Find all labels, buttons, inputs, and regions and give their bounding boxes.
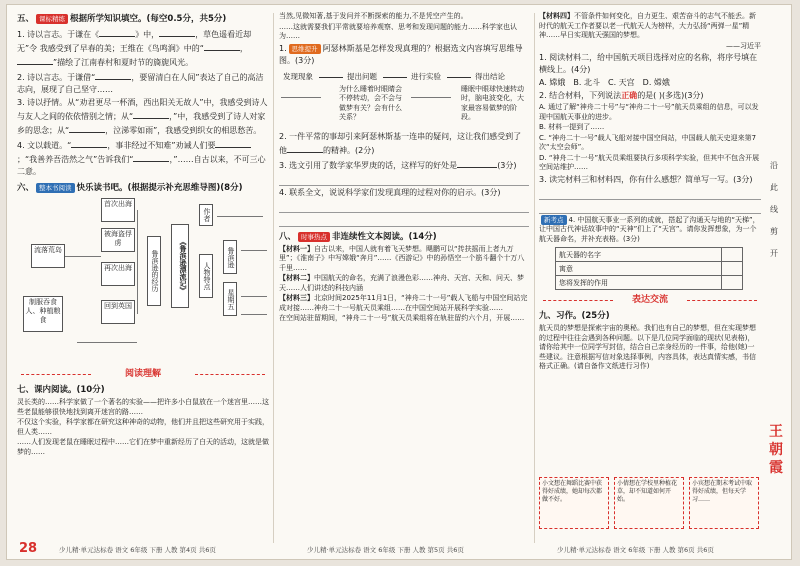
table-cell[interactable] bbox=[722, 262, 743, 276]
material-3: 【材料三】北京时间2025年11月1日，“神舟二十一号”载人飞船与中国空间站完成对接……神舟二十一号航天员乘组……在中国空间站开展科学实验…… bbox=[279, 294, 528, 312]
question-2: 2. 一件平常的事却引来阿瑟林斯基一连串的疑问，这让我们感受到了他 的精神。(2分) bbox=[279, 131, 522, 155]
tip-card: 小文想在舞蹈比赛中获得好成绩，她却每次都做不好。 bbox=[539, 477, 609, 529]
answer-line[interactable] bbox=[279, 200, 529, 213]
answer-line[interactable] bbox=[281, 97, 321, 98]
flow-step: 提出问题 bbox=[347, 71, 377, 81]
question-1: 1. 诗以言志。于谦在《 》中， ，草色遥看近却无”令 我感受到了早春的美；王维在《鸟鸣涧》中的“ ，”描绘了江南春村和夏时节的旖旎风光。 bbox=[17, 27, 269, 69]
mind-node: 流落荒岛 bbox=[31, 244, 65, 268]
answer-line[interactable] bbox=[279, 173, 529, 186]
writing-prompt: 航天员的梦想是探索宇宙的奥秘。我们也有自己的梦想，但在实现梦想的过程中往往会遇到各种问题。以下是几位同学面临的现状(见表格)，请你给其中一位同学写封信，结合自己亲身经历的一件事，给他(她)一些建议。注意根据写信对象选择事例，内容具体，表达真情实感，书信格式正确。(请自备作文纸进行习作) bbox=[539, 324, 756, 370]
option-d: D. “神舟二十一号”航天员乘组要执行多项科学实验，但其中不包含开展空间站维护…… bbox=[539, 153, 760, 171]
footer-text: 少儿精·单元达标卷 语文 6年级 下册 人教 第5页 共6页 bbox=[307, 546, 464, 554]
passage-paragraph: 当然,见微知著,基于发问并不断探索的能力,不是凭空产生的。 bbox=[279, 12, 468, 20]
answer-blank[interactable] bbox=[133, 152, 169, 162]
section-7-title: 七、课内阅读。(10分) bbox=[17, 385, 105, 395]
section-9-title: 九、习作。(25分) bbox=[539, 311, 610, 321]
answer-blank[interactable] bbox=[71, 138, 107, 148]
tip-boxes bbox=[539, 477, 761, 531]
mind-node: 人物特点 bbox=[199, 254, 213, 298]
table-cell[interactable] bbox=[722, 276, 743, 290]
page-number: 28 bbox=[19, 541, 38, 556]
option-c: C. “神舟二十一号”载人飞船对接中国空间站，中国载人航天史迎来第7次“太空会师”。 bbox=[539, 133, 757, 151]
question-1: 1. 思维提升 阿瑟林斯基是怎样发现真理的？根据选文内容填写思维导图。(3分) bbox=[279, 43, 523, 65]
mind-node: 鲁滨逊 bbox=[223, 240, 237, 274]
tip-card: 小宾想在期末考试中取得好成绩，但每天学习…… bbox=[689, 477, 759, 529]
exam-sheet bbox=[6, 4, 792, 560]
column-right bbox=[539, 11, 761, 539]
answer-blank[interactable] bbox=[287, 143, 323, 153]
answer-line[interactable] bbox=[217, 216, 263, 217]
arrow bbox=[319, 77, 343, 78]
flow-note: 为什么睡着时眼睛会不停转动，会不会与做梦有关？会有什么关系？ bbox=[339, 84, 402, 121]
section-title: 根据所学知识填空。(每空0.5分，共5分) bbox=[70, 14, 227, 24]
answer-line[interactable] bbox=[77, 342, 137, 343]
mind-node: 再次出海 bbox=[101, 262, 135, 286]
answer-blank[interactable] bbox=[17, 55, 53, 65]
reading-bar: 阅读理解 bbox=[17, 368, 269, 380]
passage-paragraph: 灵长类的……科学家做了一个著名的实验——把许多小白鼠放在一个迷宫里……这些老鼠能够很快地找到离开迷宫的路…… bbox=[17, 398, 269, 416]
mind-node: 鲁滨逊的经历 bbox=[147, 236, 161, 306]
connector bbox=[137, 210, 138, 314]
mind-map bbox=[17, 196, 269, 364]
mind-node: 首次出海 bbox=[101, 198, 135, 222]
mind-node: 回到英国 bbox=[101, 300, 135, 324]
question-4: 新考点 4. 中国航天事业一系列的成就，搭起了沟通天与地的“天梯”，让中国古代神话故事中的“天神”们上了“天宫”。请你发挥想象，为一个航天器命名，并补充表格。(3分) bbox=[539, 215, 760, 243]
flow-step: 得出结论 bbox=[475, 71, 505, 81]
flow-diagram bbox=[279, 69, 529, 129]
material-4: 【材料四】不管条件如何变化，自力更生、艰苦奋斗的志气不能丢。新时代的航天工作者要以老一代航天人为榜样，大力弘扬“两弹一星”精神……早日实现航天强国的梦想。 bbox=[539, 12, 756, 39]
answer-blank[interactable] bbox=[133, 109, 169, 119]
column-divider bbox=[534, 13, 535, 543]
answer-line[interactable] bbox=[241, 250, 267, 251]
table-header: 您将发挥的作用 bbox=[556, 276, 722, 290]
passage-paragraph: ……这就需要我们平常就要培养观察、思考和发现问题的能力……科学家也认为…… bbox=[279, 22, 517, 40]
mind-node: 被海盗俘虏 bbox=[101, 228, 135, 252]
footer-text: 少儿精·单元达标卷 语文 6年级 下册 人教 第6页 共6页 bbox=[557, 546, 714, 554]
answer-line[interactable] bbox=[411, 97, 451, 98]
question-tag: 思维提升 bbox=[289, 44, 321, 54]
question-tag: 新考点 bbox=[541, 215, 567, 225]
section-tag: 整本书阅读 bbox=[36, 183, 75, 193]
column-middle bbox=[279, 11, 529, 539]
question-3: 3. 选文引用了数学家华罗庚的话，这样写的好处是 (3分) bbox=[279, 158, 529, 172]
cut-line-label: 沿此线剪开 bbox=[770, 161, 778, 258]
flow-step: 进行实验 bbox=[411, 71, 441, 81]
column-divider bbox=[273, 13, 274, 543]
tip-card: 小倩想在学校里种植花草，却不知道如何开始。 bbox=[614, 477, 684, 529]
answer-blank[interactable] bbox=[69, 123, 105, 133]
table-cell[interactable] bbox=[722, 248, 743, 262]
passage-paragraph: 不仅这个实验，科学家都在研究这种神奇的动物，他们并且把这些研究用于实践，但人类…… bbox=[17, 418, 269, 436]
question-4: 4. 文以载道。“ ，事非经过不知难”劝诫人们要；“我善养吾浩然之气”告诉我们“ ，”……自古以来，不可三心二意。 bbox=[17, 138, 269, 178]
question-2: 2. 结合材料，下列说法正确的是( )(多选)(3分) bbox=[539, 91, 704, 100]
answer-blank[interactable] bbox=[204, 41, 240, 51]
answer-blank[interactable] bbox=[99, 27, 135, 37]
column-left bbox=[17, 11, 269, 539]
arrow bbox=[447, 77, 471, 78]
section-number: 六、 bbox=[17, 183, 35, 193]
mind-node: 星期五 bbox=[223, 282, 237, 316]
answer-line[interactable] bbox=[539, 187, 761, 200]
section-tag: 课标精练 bbox=[36, 14, 68, 24]
section-title: 快乐读书吧。(根据提示补充思维导图)(8分) bbox=[76, 183, 243, 193]
answer-line[interactable] bbox=[539, 201, 761, 214]
arrow bbox=[383, 77, 407, 78]
mind-node: 作者 bbox=[199, 204, 213, 226]
question-1: 1. 阅读材料二，给中国航天项目选择对应的名称，将序号填在横线上。(4分) bbox=[539, 53, 758, 74]
passage-paragraph: ……人们发现老鼠在睡眠过程中……它们在梦中重新经历了白天的活动，这就是做梦的…… bbox=[17, 438, 269, 456]
flow-note: 睡眠中眼球快速转动时，脑电波变化，大家最容易做梦的阶段。 bbox=[461, 84, 524, 121]
section-tag: 时事热点 bbox=[298, 232, 330, 242]
section-number: 五、 bbox=[17, 14, 35, 24]
answer-blank[interactable] bbox=[215, 138, 251, 148]
table-header: 航天器的名字 bbox=[556, 248, 722, 262]
spacecraft-table bbox=[555, 247, 743, 290]
option-a: A. 通过了解“神舟二十号”与“神舟二十一号”航天员乘组的信息，可以发现中国航天事业的进步。 bbox=[539, 103, 759, 121]
question-3: 3. 诗以抒情。从“劝君更尽一杯酒，西出阳关无故人”中，我感受到诗人与友人之间的依依惜别之情；从“ ，”中，我感受到了诗人对家乡的思念；从“ ，泣涕零如雨”，我感受到织女的相思愁苦。 bbox=[17, 98, 268, 135]
brand-logo: 王朝霞 bbox=[769, 424, 783, 476]
section-number: 八、 bbox=[279, 231, 297, 242]
material-1: 【材料一】自古以来，中国人就有着飞天梦想。飓鹏可以“抟扶摇而上者九万里”；《淮南子》中写嫦娥“奔月”……《西游记》中的孙悟空一个筋斗翻个十万八千里…… bbox=[279, 244, 525, 272]
passage-paragraph: 在空间站驻留期间，“神舟二十一号”航天员乘组将在轨驻留约六个月，开展…… bbox=[279, 314, 525, 322]
option-b: B. 材料一提到了…… bbox=[539, 123, 605, 131]
answer-blank[interactable] bbox=[457, 158, 497, 168]
options-row: A. 嫦娥 B. 北斗 C. 天宫 D. 嫦娥 bbox=[539, 78, 670, 87]
flow-step: 发现现象 bbox=[283, 71, 313, 81]
mind-node: 制服吞食人、种植粮食 bbox=[23, 296, 63, 332]
answer-line[interactable] bbox=[241, 296, 267, 297]
table-header: 寓意 bbox=[556, 262, 722, 276]
section-title: 非连续性文本阅读。(14分) bbox=[332, 231, 437, 242]
answer-line[interactable] bbox=[279, 214, 529, 227]
quote-source: ——习近平 bbox=[726, 41, 761, 50]
question-2: 2. 诗以言志。于谦借“ ，要留清白在人间”表达了自己的高洁志向，展现了自己坚守…… bbox=[17, 70, 269, 96]
question-4: 4. 联系全文，说说科学家们发现真理的过程对你的启示。(3分) bbox=[279, 187, 501, 197]
footer-text: 少儿精·单元达标卷 语文 6年级 下册 人教 第4页 共6页 bbox=[59, 546, 216, 554]
answer-blank[interactable] bbox=[95, 70, 131, 80]
connector bbox=[65, 256, 101, 257]
material-2: 【材料二】中国航天的命名，充满了浪漫色彩……神舟、天宫、天和、问天、梦天……人们讲述的科技内涵 bbox=[279, 274, 524, 292]
expression-bar: 表达交流 bbox=[539, 294, 761, 306]
question-3: 3. 读完材料三和材料四，你有什么感想？简单写一写。(3分) bbox=[539, 174, 753, 184]
answer-blank[interactable] bbox=[159, 27, 195, 37]
mind-center: 《鲁滨逊漂流记》 bbox=[171, 224, 189, 308]
answer-line[interactable] bbox=[241, 314, 267, 315]
